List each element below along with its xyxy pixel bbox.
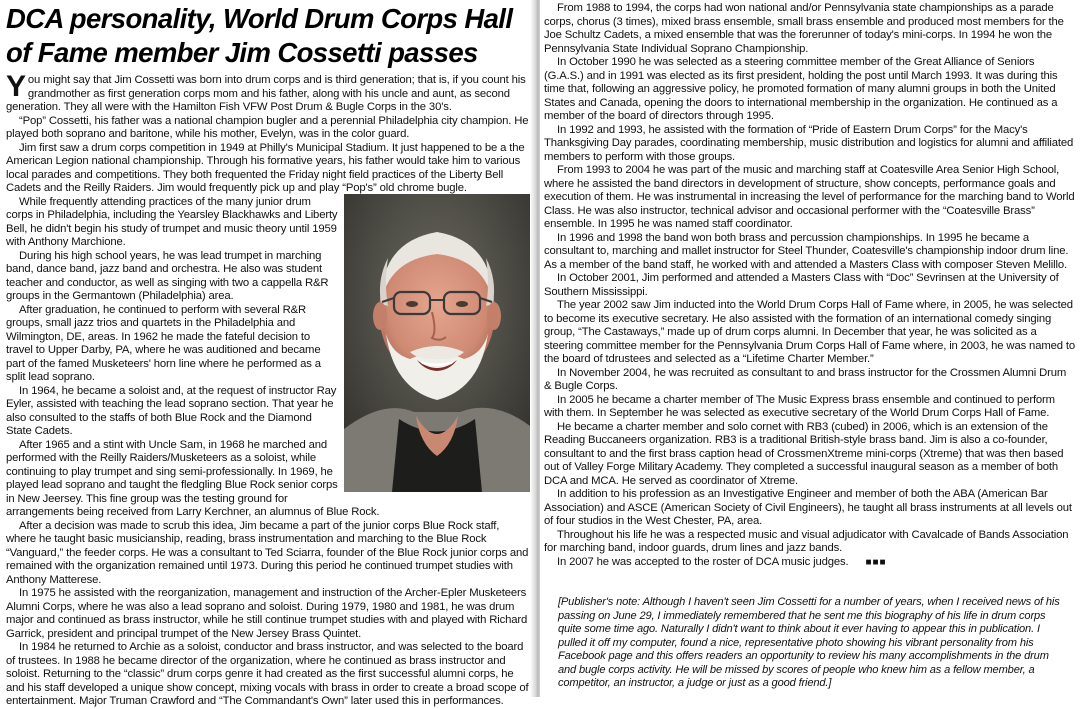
right-page xyxy=(540,0,1080,697)
paragraph-8: After 1965 and a stint with Uncle Sam, in 1968 he marched and performed with the Reilly Raiders/Musketeers as a soloist, while continuing to play trumpet and sing semi-professionally. In 1969, he played lead soprano and taught the fledgling Blue Rock senior corps in New Jeersey. This fine group was the testing ground for arrangements being received from Larry Kerchner, an alumnus of Blue Rock. xyxy=(6,438,380,518)
paragraph-16: In 1996 and 1998 the band won both brass and percussion championships. In 1995 he became a consultant to, marching and mallet instructor for Steel Thunder, Coatesville's championship indoor drum line. As a member of the band staff, he worked with and attended a Masters Class with composer Steven Melillo. xyxy=(544,231,1069,271)
paragraph-22: In addition to his profession as an Investigative Engineer and member of both the ABA (American Bar Association) and ASCE (American Society of Civil Engineers), he taught all brass instruments at all levels out of four studios in the West Chester, PA, area. xyxy=(544,488,1072,527)
paragraph-24: In 2007 he was accepted to the roster of DCA music judges. ■■■ xyxy=(557,555,887,568)
headline-line-1: DCA personality, World Drum Corps Hall xyxy=(6,3,513,34)
paragraph-4: While frequently attending practices of the many junior drum corps in Philadelphia, including the Yearsley Blackhawks and Liberty Bell, he didn't begin his study of trumpet and music theory until 1959 with Anthony Marchione. xyxy=(6,195,338,248)
publisher-note: [Publisher's note: Although I haven't seen Jim Cossetti for a number of years, when I received news of his passing on June 29, I immediately remembered that he sent me this biography of his life in drum corps quite some time ago. Naturally I didn't want to think about it ever having to appear this in publication. I pulled it off my computer, found a nice, representative photo showing his vibrant personality from his Facebook page and this offers readers an opportunity to review his many accomplishments in the drum and bugle corps activity. He will be missed by scores of people who knew him as a fellow member, a competitor, an instructor, a judge or just as a good friend.] xyxy=(558,596,1060,689)
right-column-body xyxy=(544,2,1076,569)
paragraph-9: After a decision was made to scrub this idea, Jim became a part of the junior corps Blue Rock staff, where he taught basic musicianship, reading, brass instrumentation and marching to the Blue Rock “Vanguard,” the feeder corps. He was a consultant to Ted Sciarra, founder of the Blue Rock junior corps and remained with the organization remained until 1973. During this period he continued trumpet studies with Anthony Matterese. xyxy=(6,519,529,586)
paragraph-23: Throughout his life he was a respected music and visual adjudicator with Cavalcade of Bands Association for marching band, indoor guards, drum lines and jazz bands. xyxy=(544,528,1069,554)
paragraph-13: In October 1990 he was selected as a steering committee member of the Great Alliance of Seniors (G.A.S.) and in 1991 was elected as its first president, holding the post until March 1993. It was during this time that, following an aggressive policy, he promoted formation of many alumni groups in both the United States and Canada, opening the doors to international membership in the organization. He continued as a member of the board of directors through 1995. xyxy=(544,56,1058,122)
paragraph-12: From 1988 to 1994, the corps had won national and/or Pennsylvania state championships as a parade corps, chorus (3 times), mixed brass ensemble, small brass ensemble and produced most members for the Joe Schultz Cadets, a mixed ensemble that was the forerunner of today's mini-corps. In 1994 he won the Pennsylvania State Individual Soprano Championship. xyxy=(544,2,1064,55)
paragraph-6: After graduation, he continued to perform with several R&R groups, small jazz trios and quartets in the Philadelphia and Wilmington, DE, areas. In 1962 he made the fateful decision to travel to Upper Darby, PA, where he was auditioned and became part of the famed Musketeers' horn line where he performed as a split lead soprano. xyxy=(6,303,321,383)
paragraph-18: The year 2002 saw Jim inducted into the World Drum Corps Hall of Fame where, in 2005, he was selected to become its executive secretary. He also assisted with the formation of an international comedy singing group, “The Castaways,” made up of drum corps alumni. In December that year, he was solicited as a steering committee member for the Pennsylvania Drum Corps Hall of Fame where, in 2003, he was named to the board of tdrustees and selected as a “Lifetime Charter Member.” xyxy=(544,299,1075,365)
paragraph-3: Jim first saw a drum corps competition in 1949 at Philly's Municipal Stadium. It just happened to be a the American Legion national championship. Through his formative years, his father would take him to various local parades and competitions. They both frequented the Friday night field practices of the Liberty Bell Cadets and the Reilly Raiders. Jim would frequently pick up and play “Pop's” old chrome bugle. xyxy=(6,141,525,194)
left-column-body xyxy=(6,70,530,709)
paragraph-17: In October 2001, Jim performed and attended a Masters Class with “Doc” Sevrinsen at the University of Southern Mississippi. xyxy=(544,272,1059,298)
paragraph-11: In 1984 he returned to Archie as a soloist, conductor and brass instructor, and was selected to the board of trustees. In 1988 he became director of the organization, where he continued as brass instructor and soloist. Returning to the “classic” drum corps genre it had created as the first successful alumni corps, he and his staff developed a unique show concept, mixing vocals with brass in order to create a broad scope of entertainment. Major Truman Crawford and “The Commandant's Own” later used this in performances. xyxy=(6,641,529,707)
paragraph-10: In 1975 he assisted with the reorganization, management and instruction of the Archer-Epler Musketeers Alumni Corps, where he was also a lead soprano and soloist. During 1979, 1980 and 1981, he was drum major and continued as brass instructor, while he still continue trumpet studies with and played with Richard Garrick, president and principal trumpet of the New Jersey Brass Quintet. xyxy=(6,587,528,640)
paragraph-7: In 1964, he became a soloist and, at the request of instructor Ray Eyler, assisted with teaching the lead soprano section. That year he also consulted to the staffs of both Blue Rock and the Diamond State Cadets. xyxy=(6,384,337,437)
portrait-illustration xyxy=(344,194,530,492)
article-headline xyxy=(6,2,530,70)
paragraph-19: In November 2004, he was recruited as consultant to and brass instructor for the Crossmen Alumni Drum & Bugle Corps. xyxy=(544,366,1067,392)
headline-line-2: of Fame member Jim Cossetti passes xyxy=(6,37,478,68)
paragraph-2: “Pop” Cossetti, his father was a national champion bugler and a perennial Philadelphia city champion. He played both soprano and baritone, while his mother, Evelyn, was in the color guard. xyxy=(6,114,529,140)
end-of-article-marks: ■■■ xyxy=(865,556,887,568)
portrait-photo xyxy=(344,194,530,492)
paragraph-15: From 1993 to 2004 he was part of the music and marching staff at Coatesville Area Senior High School, where he assisted the band directors in development of structure, show concepts, performance goals and execution of them. He was instrumental in increasing the level of performance for the marching band to World Class. He was also instructor, technical advisor and occasional performer with the “Coatesville Brass” ensemble. In 1995 he was named staff coordinator. xyxy=(544,164,1075,230)
paragraph-5: During his high school years, he was lead trumpet in marching band, dance band, jazz band and orchestra. He also was student teacher and conductor, as well as singing with two a cappella R&R groups in the Germantown (Philadelphia) area. xyxy=(6,249,329,302)
paragraph-21: He became a charter member and solo cornet with RB3 (cubed) in 2006, which is an extension of the Reading Buccaneers organization. RB3 is a traditional British-style brass band. Jim is also a co-founder, consultant to and the first brass caption head of CrossmenXtreme mini-corps (Xtreme) that was then based out of Valley Forge Military Academy. They completed a successful inaugural season as a member of both DCA and MCA. He served as coordinator of Xtreme. xyxy=(544,420,1064,487)
paragraph-14: In 1992 and 1993, he assisted with the formation of “Pride of Eastern Drum Corps” for the Macy's Thanksgiving Day parades, coordinating membership, music distribution and logistics for alumni and affiliated members to perform with those groups. xyxy=(544,123,1074,163)
left-page xyxy=(0,0,532,707)
drop-cap: Y xyxy=(6,70,26,103)
paragraph-1: You might say that Jim Cossetti was born into drum corps and is third generation; that is, if you count his grandmother as first generation corps mom and his father, along with his uncle and aunt, as second generation. They all were with the Hamilton Fish VFW Post Drum & Bugle Corps in the 30's. xyxy=(6,70,526,113)
paragraph-20: In 2005 he became a charter member of The Music Express brass ensemble and continued to perform with them. In September he was selected as executive secretary of the World Drum Corps Hall of Fame. xyxy=(544,393,1055,419)
